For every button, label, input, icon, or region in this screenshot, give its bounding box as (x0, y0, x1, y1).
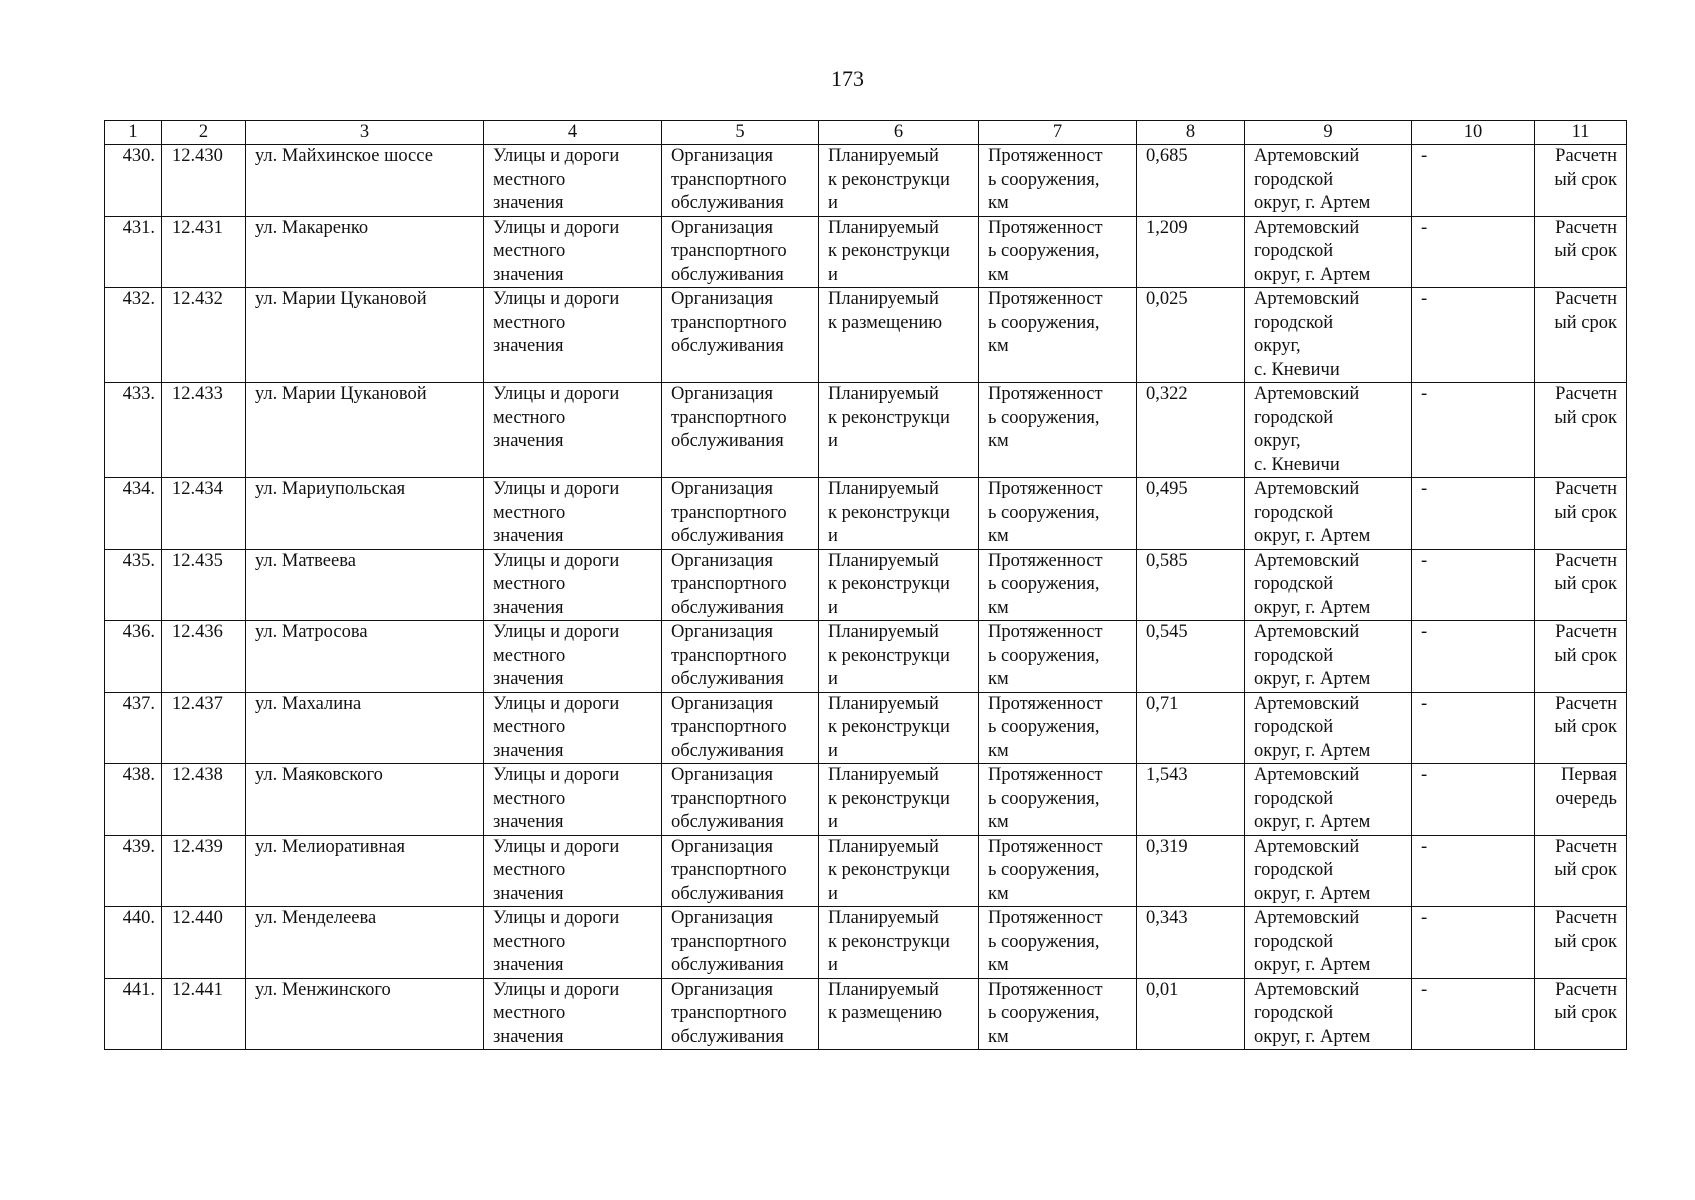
cell-location: Артемовский городской округ, г. Артем (1245, 549, 1412, 621)
cell-location: Артемовский городской округ, с. Кневичи (1245, 288, 1412, 383)
column-header-7: 7 (979, 121, 1137, 145)
cell-number: 436. (105, 621, 162, 693)
table-row (105, 216, 1627, 288)
cell-number: 439. (105, 835, 162, 907)
cell-value: 0,025 (1137, 288, 1245, 383)
cell-name: ул. Менжинского (246, 978, 484, 1050)
cell-value: 1,543 (1137, 764, 1245, 836)
cell-characteristic: Протяженност ь сооружения, км (979, 764, 1137, 836)
cell-location: Артемовский городской округ, г. Артем (1245, 145, 1412, 217)
table-row (105, 478, 1627, 550)
cell-stage: Расчетн ый срок (1535, 549, 1627, 621)
table-row (105, 835, 1627, 907)
cell-zone: - (1412, 478, 1535, 550)
cell-name: ул. Марии Цукановой (246, 288, 484, 383)
cell-zone: - (1412, 907, 1535, 979)
table-row (105, 145, 1627, 217)
cell-value: 0,685 (1137, 145, 1245, 217)
cell-number: 440. (105, 907, 162, 979)
cell-characteristic: Протяженност ь сооружения, км (979, 288, 1137, 383)
column-header-8: 8 (1137, 121, 1245, 145)
cell-code: 12.434 (162, 478, 246, 550)
cell-stage: Расчетн ый срок (1535, 835, 1627, 907)
cell-characteristic: Протяженност ь сооружения, км (979, 835, 1137, 907)
cell-number: 441. (105, 978, 162, 1050)
cell-zone: - (1412, 145, 1535, 217)
cell-purpose: Организация транспортного обслуживания (662, 835, 819, 907)
cell-code: 12.435 (162, 549, 246, 621)
cell-zone: - (1412, 383, 1535, 478)
cell-value: 0,343 (1137, 907, 1245, 979)
cell-zone: - (1412, 288, 1535, 383)
cell-purpose: Организация транспортного обслуживания (662, 621, 819, 693)
cell-name: ул. Марии Цукановой (246, 383, 484, 478)
table-row (105, 621, 1627, 693)
cell-number: 430. (105, 145, 162, 217)
table-row (105, 978, 1627, 1050)
cell-type: Улицы и дороги местного значения (484, 907, 662, 979)
cell-number: 434. (105, 478, 162, 550)
cell-purpose: Организация транспортного обслуживания (662, 764, 819, 836)
cell-status: Планируемый к реконструкци и (819, 549, 979, 621)
cell-purpose: Организация транспортного обслуживания (662, 145, 819, 217)
cell-stage: Расчетн ый срок (1535, 692, 1627, 764)
column-header-10: 10 (1412, 121, 1535, 145)
cell-location: Артемовский городской округ, г. Артем (1245, 764, 1412, 836)
cell-status: Планируемый к реконструкци и (819, 692, 979, 764)
cell-status: Планируемый к реконструкци и (819, 478, 979, 550)
table-row (105, 907, 1627, 979)
cell-characteristic: Протяженност ь сооружения, км (979, 907, 1137, 979)
cell-zone: - (1412, 692, 1535, 764)
cell-characteristic: Протяженност ь сооружения, км (979, 216, 1137, 288)
column-header-4: 4 (484, 121, 662, 145)
cell-characteristic: Протяженност ь сооружения, км (979, 478, 1137, 550)
cell-type: Улицы и дороги местного значения (484, 835, 662, 907)
cell-location: Артемовский городской округ, г. Артем (1245, 978, 1412, 1050)
cell-status: Планируемый к реконструкци и (819, 764, 979, 836)
cell-purpose: Организация транспортного обслуживания (662, 907, 819, 979)
cell-name: ул. Мариупольская (246, 478, 484, 550)
cell-location: Артемовский городской округ, г. Артем (1245, 835, 1412, 907)
cell-name: ул. Махалина (246, 692, 484, 764)
table-row (105, 549, 1627, 621)
cell-name: ул. Мелиоративная (246, 835, 484, 907)
cell-stage: Расчетн ый срок (1535, 907, 1627, 979)
cell-purpose: Организация транспортного обслуживания (662, 216, 819, 288)
cell-purpose: Организация транспортного обслуживания (662, 383, 819, 478)
cell-characteristic: Протяженност ь сооружения, км (979, 549, 1137, 621)
cell-type: Улицы и дороги местного значения (484, 692, 662, 764)
cell-stage: Расчетн ый срок (1535, 478, 1627, 550)
cell-value: 0,495 (1137, 478, 1245, 550)
cell-location: Артемовский городской округ, с. Кневичи (1245, 383, 1412, 478)
cell-characteristic: Протяженност ь сооружения, км (979, 145, 1137, 217)
cell-name: ул. Майхинское шоссе (246, 145, 484, 217)
table-row (105, 288, 1627, 383)
header-row (105, 121, 1627, 145)
column-header-9: 9 (1245, 121, 1412, 145)
cell-status: Планируемый к реконструкци и (819, 145, 979, 217)
cell-code: 12.439 (162, 835, 246, 907)
cell-location: Артемовский городской округ, г. Артем (1245, 907, 1412, 979)
cell-zone: - (1412, 764, 1535, 836)
cell-number: 431. (105, 216, 162, 288)
cell-code: 12.433 (162, 383, 246, 478)
cell-stage: Расчетн ый срок (1535, 216, 1627, 288)
cell-number: 438. (105, 764, 162, 836)
cell-status: Планируемый к реконструкци и (819, 216, 979, 288)
column-header-1: 1 (105, 121, 162, 145)
cell-location: Артемовский городской округ, г. Артем (1245, 621, 1412, 693)
cell-value: 0,322 (1137, 383, 1245, 478)
cell-status: Планируемый к реконструкци и (819, 907, 979, 979)
cell-zone: - (1412, 216, 1535, 288)
cell-number: 437. (105, 692, 162, 764)
cell-value: 0,585 (1137, 549, 1245, 621)
cell-type: Улицы и дороги местного значения (484, 216, 662, 288)
cell-purpose: Организация транспортного обслуживания (662, 978, 819, 1050)
cell-stage: Расчетн ый срок (1535, 383, 1627, 478)
cell-zone: - (1412, 621, 1535, 693)
cell-value: 0,71 (1137, 692, 1245, 764)
cell-zone: - (1412, 835, 1535, 907)
cell-status: Планируемый к реконструкци и (819, 383, 979, 478)
cell-characteristic: Протяженност ь сооружения, км (979, 978, 1137, 1050)
cell-name: ул. Маяковского (246, 764, 484, 836)
cell-value: 0,319 (1137, 835, 1245, 907)
cell-number: 432. (105, 288, 162, 383)
cell-name: ул. Матросова (246, 621, 484, 693)
cell-type: Улицы и дороги местного значения (484, 978, 662, 1050)
cell-stage: Расчетн ый срок (1535, 621, 1627, 693)
cell-status: Планируемый к реконструкци и (819, 835, 979, 907)
cell-number: 433. (105, 383, 162, 478)
cell-name: ул. Макаренко (246, 216, 484, 288)
cell-location: Артемовский городской округ, г. Артем (1245, 692, 1412, 764)
cell-name: ул. Менделеева (246, 907, 484, 979)
cell-stage: Расчетн ый срок (1535, 145, 1627, 217)
cell-value: 0,545 (1137, 621, 1245, 693)
cell-type: Улицы и дороги местного значения (484, 383, 662, 478)
cell-characteristic: Протяженност ь сооружения, км (979, 621, 1137, 693)
cell-purpose: Организация транспортного обслуживания (662, 692, 819, 764)
cell-purpose: Организация транспортного обслуживания (662, 288, 819, 383)
column-header-11: 11 (1535, 121, 1627, 145)
table-row (105, 383, 1627, 478)
register-table (104, 120, 1627, 1050)
cell-purpose: Организация транспортного обслуживания (662, 549, 819, 621)
cell-purpose: Организация транспортного обслуживания (662, 478, 819, 550)
cell-characteristic: Протяженност ь сооружения, км (979, 383, 1137, 478)
cell-type: Улицы и дороги местного значения (484, 764, 662, 836)
column-header-6: 6 (819, 121, 979, 145)
cell-code: 12.432 (162, 288, 246, 383)
cell-value: 1,209 (1137, 216, 1245, 288)
cell-value: 0,01 (1137, 978, 1245, 1050)
cell-status: Планируемый к размещению (819, 978, 979, 1050)
table-row (105, 764, 1627, 836)
cell-type: Улицы и дороги местного значения (484, 621, 662, 693)
cell-zone: - (1412, 978, 1535, 1050)
cell-code: 12.431 (162, 216, 246, 288)
table-row (105, 692, 1627, 764)
cell-stage: Расчетн ый срок (1535, 978, 1627, 1050)
cell-code: 12.430 (162, 145, 246, 217)
cell-stage: Расчетн ый срок (1535, 288, 1627, 383)
page-number: 173 (831, 66, 864, 91)
cell-location: Артемовский городской округ, г. Артем (1245, 216, 1412, 288)
cell-type: Улицы и дороги местного значения (484, 288, 662, 383)
cell-code: 12.437 (162, 692, 246, 764)
column-header-3: 3 (246, 121, 484, 145)
cell-status: Планируемый к реконструкци и (819, 621, 979, 693)
cell-zone: - (1412, 549, 1535, 621)
cell-type: Улицы и дороги местного значения (484, 549, 662, 621)
cell-code: 12.436 (162, 621, 246, 693)
cell-status: Планируемый к размещению (819, 288, 979, 383)
column-header-5: 5 (662, 121, 819, 145)
cell-number: 435. (105, 549, 162, 621)
column-header-2: 2 (162, 121, 246, 145)
cell-type: Улицы и дороги местного значения (484, 478, 662, 550)
cell-type: Улицы и дороги местного значения (484, 145, 662, 217)
cell-code: 12.441 (162, 978, 246, 1050)
cell-code: 12.438 (162, 764, 246, 836)
cell-code: 12.440 (162, 907, 246, 979)
cell-characteristic: Протяженност ь сооружения, км (979, 692, 1137, 764)
cell-name: ул. Матвеева (246, 549, 484, 621)
cell-stage: Первая очередь (1535, 764, 1627, 836)
cell-location: Артемовский городской округ, г. Артем (1245, 478, 1412, 550)
